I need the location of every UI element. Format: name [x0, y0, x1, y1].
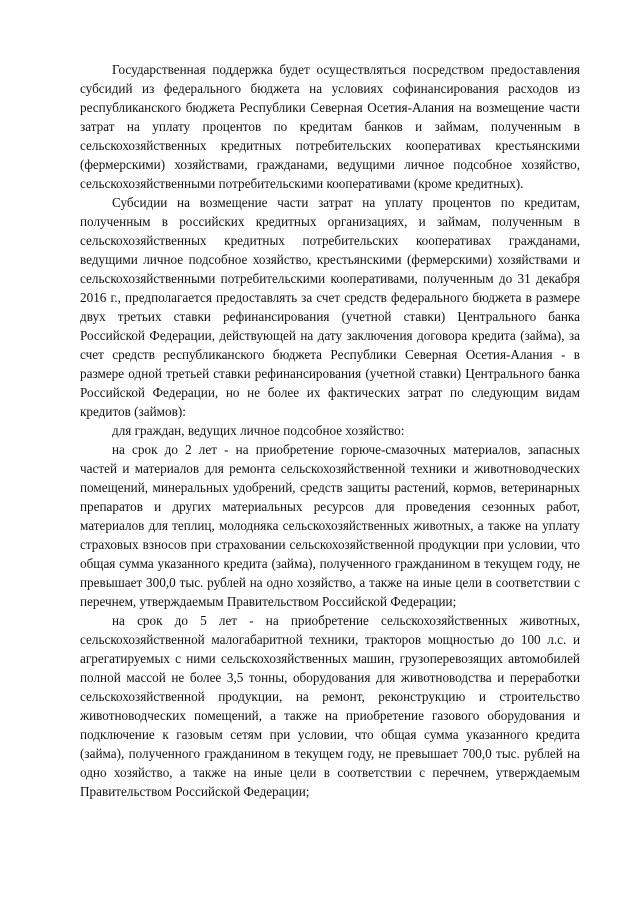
paragraph-term-5-years: на срок до 5 лет - на приобретение сельскохозяйственных животных, сельскохозяйственной малогабаритной техники, тракторов мощностью до 100 л.с. и агрегатируемых с ними сельскохозяйственных машин, грузоперевозящих автомобилей полной массой не более 3,5 тонны, оборудования для животноводства и переработки сельскохозяйственной продукции, на ремонт, реконструкцию и строительство животноводческих помещений, а также на приобретение газового оборудования и подключение к газовым сетям при условии, что общая сумма указанного кредита (займа), полученного гражданином в текущем году, не превышает 700,0 тыс. рублей на одно хозяйство, а также на иные цели в соответствии с перечнем, утверждаемым Правительством Российской Федерации;	[80, 613, 580, 799]
paragraph-subsidies: Субсидии на возмещение части затрат на уплату процентов по кредитам, полученным в российских кредитных организациях, и займам, полученным в сельскохозяйственных кредитных потребительских кооперативах гражданами, ведущими личное подсобное хозяйство, крестьянскими (фермерскими) хозяйствами и сельскохозяйственными потребительскими кооперативами, полученным до 31 декабря 2016 г., предполагается предоставлять за счет средств федерального бюджета в размере двух третьих ставки рефинансирования (учетной ставки) Центрального банка Российской Федерации, действующей на дату заключения договора кредита (займа), за счет средств республиканского бюджета Республики Северная Осетия-Алания - в размере одной третьей ставки рефинансирования (учетной ставки) Центрального банка Российской Федерации, но не более их фактических затрат по следующим видам кредитов (займов):	[80, 195, 580, 419]
paragraph-term-2-years: на срок до 2 лет - на приобретение горюче-смазочных материалов, запасных частей и материалов для ремонта сельскохозяйственной техники и животноводческих помещений, минеральных удобрений, средств защиты растений, кормов, ветеринарных препаратов и других материальных ресурсов для проведения сезонных работ, материалов для теплиц, молодняка сельскохозяйственных животных, а также на уплату страховых взносов при страховании сельскохозяйственной продукции при условии, что общая сумма указанного кредита (займа), полученного гражданином в текущем году, не превышает 300,0 тыс. рублей на одно хозяйство, а также на иные цели в соответствии с перечнем, утверждаемым Правительством Российской Федерации;	[80, 442, 580, 609]
document-page	[80, 60, 580, 801]
paragraph-state-support: Государственная поддержка будет осуществляться посредством предоставления субсидий из федерального бюджета на условиях софинансирования расходов из республиканского бюджета Республики Северная Осетия-Алания на возмещение части затрат на уплату процентов по кредитам банков и займам, полученным в сельскохозяйственных кредитных потребительских кооперативах крестьянскими (фермерскими) хозяйствами, гражданами, ведущими личное подсобное хозяйство, сельскохозяйственными потребительскими кооперативами (кроме кредитных).	[80, 62, 580, 191]
paragraph-citizens-heading: для граждан, ведущих личное подсобное хозяйство:	[112, 423, 405, 438]
